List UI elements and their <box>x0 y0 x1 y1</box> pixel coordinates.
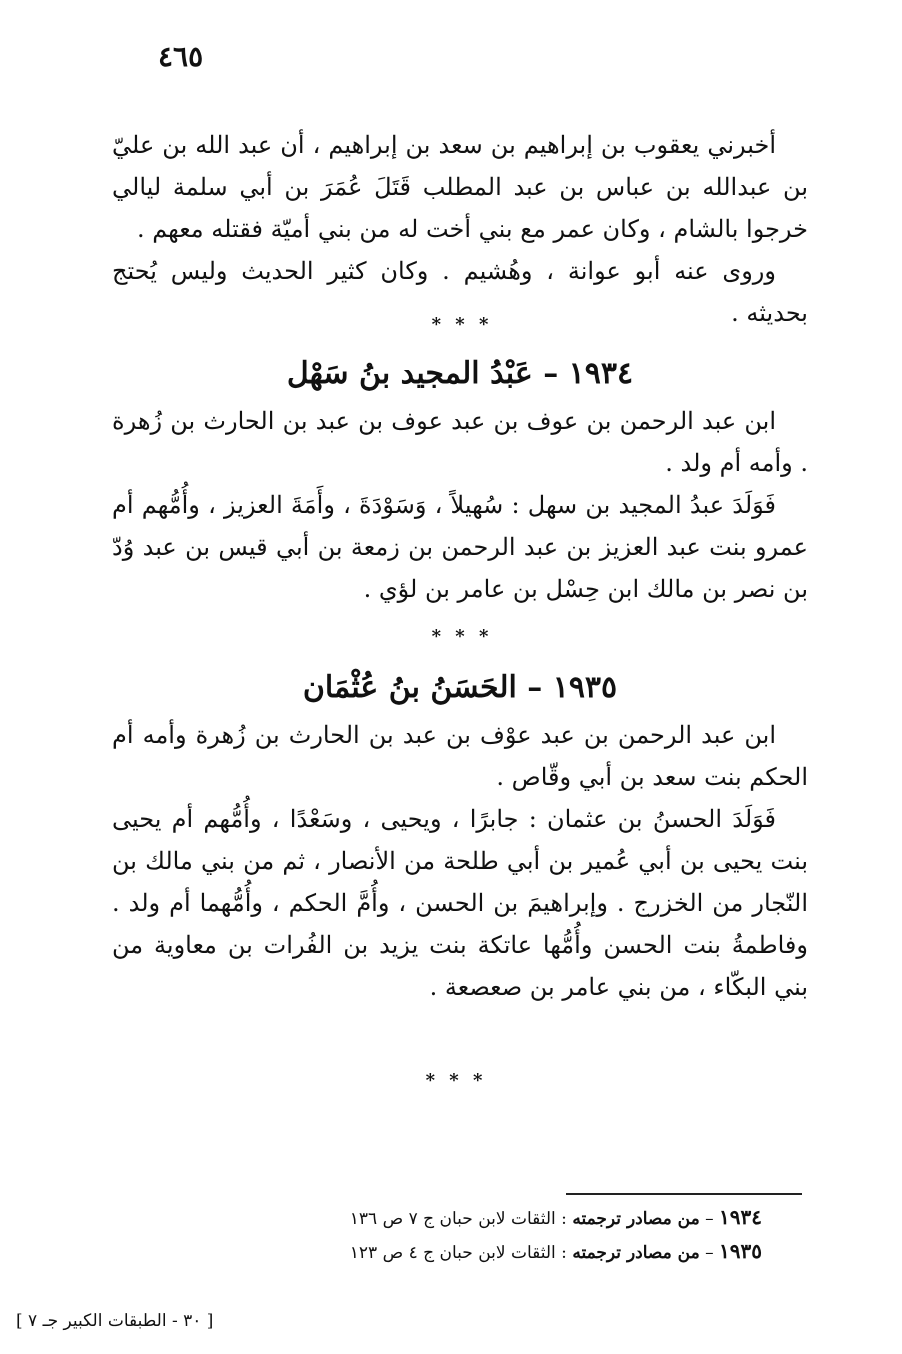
footnote-number: ١٩٣٤ <box>719 1205 762 1229</box>
footnote-rule <box>566 1193 802 1195</box>
opening-text <box>112 124 808 334</box>
section-separator: * * * <box>431 314 493 335</box>
paragraph: فَوَلَدَ الحسنُ بن عثمان : جابرًا ، ويحيى ، وسَعْدًا ، وأُمُّهم أم يحيى بنت يحيى بن أبي عُمير بن أبي طلحة من الأنصار ، ثم من بني مالك بن النّجار من الخزرج . وإبراهيمَ بن الحسن ، وأُمَّ الحكم ، وأُمُّهما أم ولد . وفاطمةُ بنت الحسن وأُمُّها عاتكة بنت يزيد بن الفُرات بن معاوية من بني البكّاء ، من بني عامر بن صعصعة . <box>112 805 808 1001</box>
section-separator: * * * <box>431 626 493 647</box>
paragraph: ابن عبد الرحمن بن عبد عوْف بن عبد بن الحارث بن زُهرة وأمه أم الحكم بنت سعد بن أبي وقّاص . <box>112 721 808 791</box>
footnote-text: الثقات لابن حبان ج ٧ ص ١٣٦ <box>349 1209 556 1229</box>
entry-body-1934 <box>112 400 808 610</box>
entry-body-1935 <box>112 714 808 1008</box>
printer-signature: [ ٣٠ - الطبقات الكبير جـ ٧ ] <box>16 1311 214 1331</box>
footnote-text: الثقات لابن حبان ج ٤ ص ١٢٣ <box>349 1243 556 1263</box>
footnote-label: من مصادر ترجمته <box>572 1209 700 1229</box>
entry-heading-1935: ١٩٣٥ – الحَسَنُ بنُ عُثْمَان <box>302 670 618 705</box>
entry-heading-1934: ١٩٣٤ – عَبْدُ المجيد بنُ سَهْل <box>286 356 634 391</box>
paragraph: فَوَلَدَ عبدُ المجيد بن سهل : سُهيلاً ، وَسَوْدَةَ ، وأَمَةَ العزيز ، وأُمُّهم أم عمرو بنت عبد العزيز بن عبد الرحمن بن زمعة بن أبي قيس بن عبد وُدّ بن نصر بن مالك ابن حِسْل بن عامر بن لؤي . <box>112 491 808 603</box>
footnote-1934: ١٩٣٤ – من مصادر ترجمته : الثقات لابن حبان ج ٧ ص ١٣٦ <box>349 1205 762 1229</box>
section-separator: * * * <box>425 1070 487 1091</box>
paragraph: وروى عنه أبو عوانة ، وهُشيم . وكان كثير الحديث وليس يُحتج بحديثه . <box>112 257 808 327</box>
paragraph: أخبرني يعقوب بن إبراهيم بن سعد بن إبراهيم ، أن عبد الله بن عليّ بن عبدالله بن عباس بن عبد المطلب قَتَلَ عُمَرَ بن أبي سلمة ليالي خرجوا بالشام ، وكان عمر مع بني أخت له من بني أميّة فقتله معهم . <box>112 131 808 243</box>
footnote-1935: ١٩٣٥ – من مصادر ترجمته : الثقات لابن حبان ج ٤ ص ١٢٣ <box>349 1239 762 1263</box>
page-number: ٤٦٥ <box>158 40 204 73</box>
footnote-label: من مصادر ترجمته <box>572 1243 700 1263</box>
footnote-number: ١٩٣٥ <box>719 1239 762 1263</box>
paragraph: ابن عبد الرحمن بن عوف بن عبد عوف بن عبد بن الحارث بن زُهرة . وأمه أم ولد . <box>112 407 808 477</box>
